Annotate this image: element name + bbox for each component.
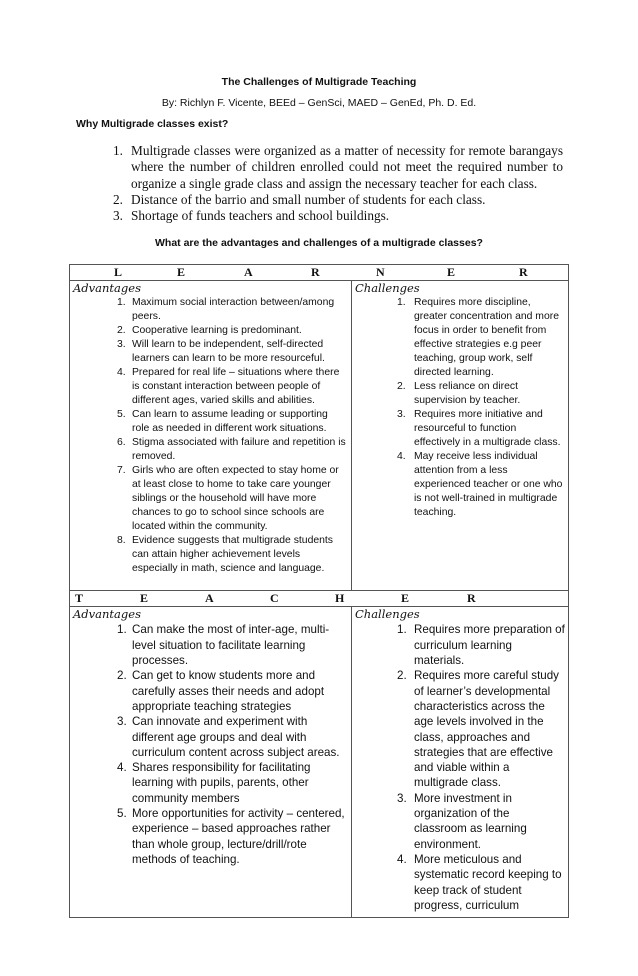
list-item (117, 622, 347, 668)
item-text: Requires more discipline, greater concentration and more focus in order to benefit from effective strategies e.g peer teaching, group work, self directed learning. (414, 297, 559, 379)
header-letter: E (401, 591, 410, 606)
header-letter: E (140, 591, 149, 606)
item-number: 1. (397, 623, 407, 637)
item-number: 4. (397, 852, 407, 866)
item-text: Evidence suggests that multigrade students can attain higher achievement levels especially in math, science and language. (132, 535, 334, 575)
item-text: Can make the most of inter-age, multi-level situation to facilitate learning processes. (132, 623, 330, 668)
item-text: Requires more initiative and resourceful to function effectively in a multigrade class. (414, 409, 561, 449)
item-text: Stigma associated with failure and repetition is removed. (132, 437, 346, 463)
item-text: Can get to know students more and carefully asses their needs and adopt appropriate teaching strategies (132, 669, 325, 713)
list-item (117, 806, 347, 867)
teacher-challenges-cell (352, 607, 569, 918)
item-number: 7. (117, 465, 126, 477)
list-item (397, 668, 565, 790)
item-text: Prepared for real life – situations where there is constant interaction between people of different ages, varied skills and abilities. (132, 367, 340, 407)
item-text: More meticulous and systematic record keeping to keep track of student progress, curriculum (414, 852, 562, 912)
item-number: 1. (117, 623, 127, 637)
list-item (117, 324, 347, 338)
list-item (117, 464, 347, 534)
list-item (117, 760, 347, 806)
list-item (117, 338, 347, 366)
list-item (113, 143, 563, 192)
teacher-advantages-cell (70, 607, 352, 918)
learner-advantages-list (117, 296, 347, 576)
item-number: 3. (117, 339, 126, 351)
item-text: Shares responsibility for facilitating learning with pupils, parents, other community members (132, 761, 311, 805)
item-number: 1. (397, 297, 406, 309)
list-item (117, 668, 347, 714)
list-item (117, 714, 347, 760)
item-number: 2. (397, 381, 406, 393)
learner-header (70, 265, 568, 280)
teacher-header (70, 591, 568, 606)
list-item (113, 192, 563, 208)
list-item (117, 436, 347, 464)
list-item (397, 450, 565, 520)
header-letter: N (376, 265, 385, 280)
header-letter: E (447, 265, 456, 280)
item-number: 1. (117, 297, 126, 309)
item-text: Will learn to be independent, self-directed learners can learn to be more resourceful. (132, 339, 325, 365)
document-title: The Challenges of Multigrade Teaching (221, 76, 417, 88)
header-letter: L (114, 265, 123, 280)
item-number: 2. (117, 669, 127, 683)
item-number: 4. (117, 367, 126, 379)
item-number: 3. (397, 409, 406, 421)
list-item (397, 380, 565, 408)
header-letter: R (519, 265, 528, 280)
header-letter: C (270, 591, 279, 606)
learner-challenges-list (397, 296, 565, 520)
item-number: 2. (117, 325, 126, 337)
item-text: Can learn to assume leading or supporting role as needed in different work situations. (132, 409, 328, 435)
list-item (397, 852, 565, 913)
why-heading: Why Multigrade classes exist? (76, 118, 229, 130)
teacher-advantages-list (117, 622, 347, 867)
list-item (117, 366, 347, 408)
header-letter: H (335, 591, 345, 606)
item-text: Less reliance on direct supervision by teacher. (414, 381, 521, 407)
item-number: 3. (397, 791, 407, 805)
list-item (397, 791, 565, 852)
item-text: Girls who are often expected to stay home or at least close to home to take care younger siblings or the household will have more chances to go to school since schools are located within the community. (132, 465, 339, 533)
item-number: 8. (117, 535, 126, 547)
item-number: 1. (113, 143, 123, 158)
item-number: 3. (117, 715, 127, 729)
list-item (397, 622, 565, 668)
header-letter: E (177, 265, 186, 280)
item-text: Distance of the barrio and small number of students for each class. (131, 191, 486, 207)
learner-table (69, 264, 569, 591)
header-letter: R (467, 591, 476, 606)
list-item (117, 408, 347, 436)
item-text: Shortage of funds teachers and school buildings. (131, 208, 390, 224)
teacher-table (69, 590, 569, 918)
item-text: Cooperative learning is predominant. (132, 325, 302, 337)
challenges-label: Challenges (355, 607, 420, 622)
advantages-label: Advantages (73, 281, 141, 296)
learner-advantages-cell (70, 281, 352, 591)
item-number: 4. (397, 451, 406, 463)
item-number: 4. (117, 761, 127, 775)
item-text: Multigrade classes were organized as a matter of necessity for remote barangays where the number of children enrolled could not meet the required number to organize a single grade class and assign the necessary teacher for each class. (131, 143, 563, 191)
reasons-list (113, 143, 563, 224)
item-number: 5. (117, 807, 127, 821)
item-text: Can innovate and experiment with different age groups and deal with curriculum content across subject areas. (132, 715, 340, 759)
item-text: Requires more careful study of learner’s developmental characteristics across the age levels involved in the class, approaches and strategies that are effective and viable within a multigrade class. (414, 669, 559, 790)
teacher-challenges-list (397, 622, 565, 913)
item-text: Requires more preparation of curriculum learning materials. (414, 623, 565, 668)
list-item (113, 208, 563, 224)
challenges-label: Challenges (355, 281, 420, 296)
list-item (397, 408, 565, 450)
item-number: 5. (117, 409, 126, 421)
header-letter: A (244, 265, 253, 280)
list-item (117, 534, 347, 576)
item-text: More investment in organization of the classroom as learning environment. (414, 791, 527, 851)
author-line: By: Richlyn F. Vicente, BEEd – GenSci, MAED – GenEd, Ph. D. Ed. (161, 97, 477, 109)
item-text: More opportunities for activity – centered, experience – based approaches rather than whole group, lecture/drill/rote methods of teaching. (132, 807, 345, 866)
item-number: 2. (113, 191, 123, 207)
item-number: 3. (113, 208, 123, 224)
learner-challenges-cell (352, 281, 569, 591)
advantages-label: Advantages (73, 607, 141, 622)
item-number: 6. (117, 437, 126, 449)
header-letter: T (75, 591, 84, 606)
header-letter: R (311, 265, 320, 280)
header-letter: A (205, 591, 214, 606)
item-text: Maximum social interaction between/among peers. (132, 297, 335, 323)
list-item (117, 296, 347, 324)
question-heading: What are the advantages and challenges of a multigrade classes? (155, 237, 483, 250)
list-item (397, 296, 565, 380)
item-number: 2. (397, 669, 407, 683)
item-text: May receive less individual attention from a less experienced teacher or one who is not well-trained in multigrade teaching. (414, 451, 563, 519)
